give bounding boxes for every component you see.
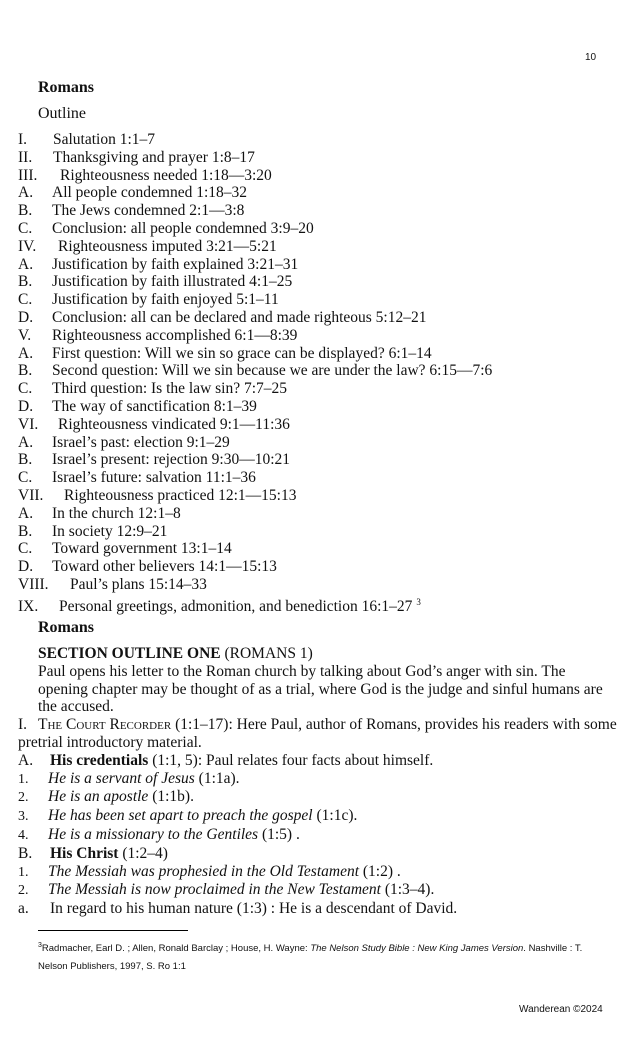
outline-text: Righteousness practiced 12:1—15:13 [64, 486, 297, 504]
outline-item [18, 327, 618, 345]
outline-item [18, 487, 618, 505]
outline-item [18, 256, 618, 274]
outline-marker: D. [18, 397, 34, 415]
outline-text: Toward other believers 14:1—15:13 [52, 558, 277, 576]
section-intro: Paul opens his letter to the Roman church by talking about God’s anger with sin. The opening chapter may be thought of as a trial, where God is the judge and sinful humans are the accused. [38, 662, 603, 716]
footnote-publisher: . Nashville : T. Nelson Publishers, 1997, S. Ro 1:1 [38, 943, 583, 973]
outline-marker: B. [18, 273, 33, 291]
outline-item-a [18, 752, 618, 770]
outline-item [18, 202, 618, 220]
footnote-authors: Radmacher, Earl D. ; Allen, Ronald Barclay ; House, H. Wayne: [41, 943, 311, 955]
outline-marker: C. [18, 380, 33, 398]
outline-text: Righteousness needed 1:18—3:20 [60, 166, 272, 184]
outline-text: Justification by faith enjoyed 5:1–11 [52, 291, 279, 309]
outline-item [18, 273, 618, 291]
outline-item [18, 362, 618, 380]
christ-ref: (1:2–4) [118, 844, 168, 862]
item-italic-text: The Messiah is now proclaimed in the New Testament [48, 881, 381, 899]
outline-text: Israel’s future: salvation 11:1–36 [52, 469, 256, 487]
item-reference: (1:2) . [359, 862, 401, 880]
section-title-bold: SECTION OUTLINE ONE [38, 645, 221, 662]
numbered-item [18, 807, 618, 826]
outline-item [18, 309, 618, 327]
outline-marker: VII. [18, 486, 44, 504]
outline-marker: B. [18, 522, 33, 540]
outline-marker: A. [18, 184, 34, 202]
outline-marker: A. [18, 433, 34, 451]
item-reference: (1:1a). [194, 769, 240, 787]
item-italic-text: He has been set apart to preach the gospel [48, 807, 313, 825]
outline-marker: A. [18, 255, 34, 273]
item-marker: a. [18, 900, 29, 918]
christ-heading: His Christ [50, 844, 119, 862]
outline-text: Israel’s present: rejection 9:30—10:21 [52, 451, 291, 469]
outline-marker: III. [18, 166, 38, 184]
court-recorder-text: (1:1–17): Here Paul, author of Romans, provides his readers with some pretrial introductory material. [18, 716, 617, 751]
page-number: 10 [585, 52, 597, 63]
outline-text: Justification by faith explained 3:21–31 [52, 255, 299, 273]
outline-text: Second question: Will we sin because we are under the law? 6:15—7:6 [52, 362, 493, 380]
outline-marker: IX. [18, 597, 39, 615]
outline-item-b [18, 845, 618, 863]
outline-item [18, 594, 618, 616]
human-nature-text: In regard to his human nature (1:3) : He is a descendant of David. [50, 900, 458, 918]
outline-text: First question: Will we sin so grace can be displayed? 6:1–14 [52, 344, 432, 362]
outline-text: Salutation 1:1–7 [53, 131, 156, 148]
outline-text: Righteousness accomplished 6:1—8:39 [52, 326, 298, 344]
section-book-title: Romans [38, 619, 95, 636]
outline-marker: B. [18, 451, 33, 469]
outline-marker: A. [18, 504, 34, 522]
outline-subtitle: Outline [38, 105, 86, 122]
item-reference: (1:1b). [148, 788, 194, 806]
section-title-ref: (ROMANS 1) [220, 645, 313, 662]
outline-list [18, 131, 618, 616]
item-number: 4. [18, 827, 29, 843]
item-reference: (1:1c). [312, 807, 358, 825]
outline-item-a-sub [18, 900, 618, 918]
outline-item [18, 505, 618, 523]
item-number: 2. [18, 790, 29, 806]
outline-text: Paul’s plans 15:14–33 [70, 575, 207, 593]
item-number: 2. [18, 883, 29, 899]
outline-marker: B. [18, 362, 33, 380]
outline-item [18, 576, 618, 594]
outline-item [18, 345, 618, 363]
item-number: 3. [18, 809, 29, 825]
outline-item [18, 149, 618, 167]
outline-text: Toward government 13:1–14 [52, 540, 232, 558]
item-marker: I. [18, 716, 28, 734]
outline-item [18, 238, 618, 256]
outline-item [18, 469, 618, 487]
outline-item [18, 451, 618, 469]
item-italic-text: He is an apostle [48, 788, 149, 806]
outline-item [18, 184, 618, 202]
outline-item [18, 167, 618, 185]
outline-item [18, 434, 618, 452]
christ-list [18, 863, 618, 901]
outline-text: Righteousness imputed 3:21—5:21 [58, 237, 277, 255]
credentials-heading: His credentials [50, 751, 149, 769]
outline-marker: A. [18, 344, 34, 362]
footnote-reference[interactable]: 3 [416, 596, 421, 607]
outline-marker: C. [18, 469, 33, 487]
numbered-item [18, 826, 618, 845]
item-marker: B. [18, 844, 33, 862]
outline-marker: VI. [18, 415, 39, 433]
numbered-item [18, 788, 618, 807]
outline-marker: D. [18, 308, 34, 326]
copyright: Wanderean ©2024 [519, 1004, 603, 1015]
outline-marker: B. [18, 202, 33, 220]
outline-text: Israel’s past: election 9:1–29 [52, 433, 230, 451]
outline-marker: I. [18, 131, 28, 148]
outline-text: The way of sanctification 8:1–39 [52, 397, 257, 415]
outline-text: All people condemned 1:18–32 [52, 184, 247, 202]
credentials-list [18, 770, 618, 845]
book-title: Romans [38, 79, 95, 96]
outline-item [18, 291, 618, 309]
outline-marker: D. [18, 558, 34, 576]
outline-text: Conclusion: all can be declared and made righteous 5:12–21 [52, 308, 427, 326]
outline-marker: II. [18, 148, 33, 166]
court-recorder-heading: The Court Recorder [38, 716, 172, 734]
item-italic-text: The Messiah was prophesied in the Old Testament [48, 862, 359, 880]
outline-item [18, 558, 618, 576]
numbered-item [18, 770, 618, 789]
outline-item [18, 523, 618, 541]
outline-text: In the church 12:1–8 [52, 504, 181, 522]
outline-marker: C. [18, 219, 33, 237]
outline-item [18, 398, 618, 416]
numbered-item [18, 863, 618, 882]
outline-marker: VIII. [18, 575, 49, 593]
outline-item [18, 416, 618, 434]
outline-marker: V. [18, 326, 32, 344]
outline-text: In society 12:9–21 [52, 522, 168, 540]
outline-text: Conclusion: all people condemned 3:9–20 [52, 219, 314, 237]
outline-text: Third question: Is the law sin? 7:7–25 [52, 380, 288, 398]
outline-marker: C. [18, 540, 33, 558]
section-outline [18, 645, 618, 918]
footnote-number: 3 [38, 942, 42, 949]
outline-item [18, 220, 618, 238]
item-number: 1. [18, 771, 29, 787]
outline-text: Thanksgiving and prayer 1:8–17 [53, 148, 255, 166]
footnote-book-title: The Nelson Study Bible : New King James Version [310, 943, 524, 955]
outline-item-i [18, 716, 618, 752]
outline-item [18, 131, 618, 149]
outline-text: Personal greetings, admonition, and benediction 16:1–27 [59, 597, 413, 615]
outline-text: Justification by faith illustrated 4:1–25 [52, 273, 293, 291]
outline-marker: C. [18, 291, 33, 309]
item-number: 1. [18, 864, 29, 880]
footnote [38, 937, 598, 976]
item-italic-text: He is a servant of Jesus [48, 769, 195, 787]
outline-marker: IV. [18, 237, 37, 255]
item-marker: A. [18, 751, 34, 769]
item-italic-text: He is a missionary to the Gentiles [48, 825, 259, 843]
section-title [18, 645, 618, 663]
footnote-separator [38, 930, 188, 931]
item-reference: (1:3–4). [380, 881, 435, 899]
outline-text: The Jews condemned 2:1—3:8 [52, 202, 245, 220]
outline-text: Righteousness vindicated 9:1—11:36 [58, 415, 290, 433]
credentials-text: (1:1, 5): Paul relates four facts about himself. [148, 751, 434, 769]
item-reference: (1:5) . [258, 825, 300, 843]
outline-item [18, 540, 618, 558]
outline-item [18, 380, 618, 398]
numbered-item [18, 881, 618, 900]
